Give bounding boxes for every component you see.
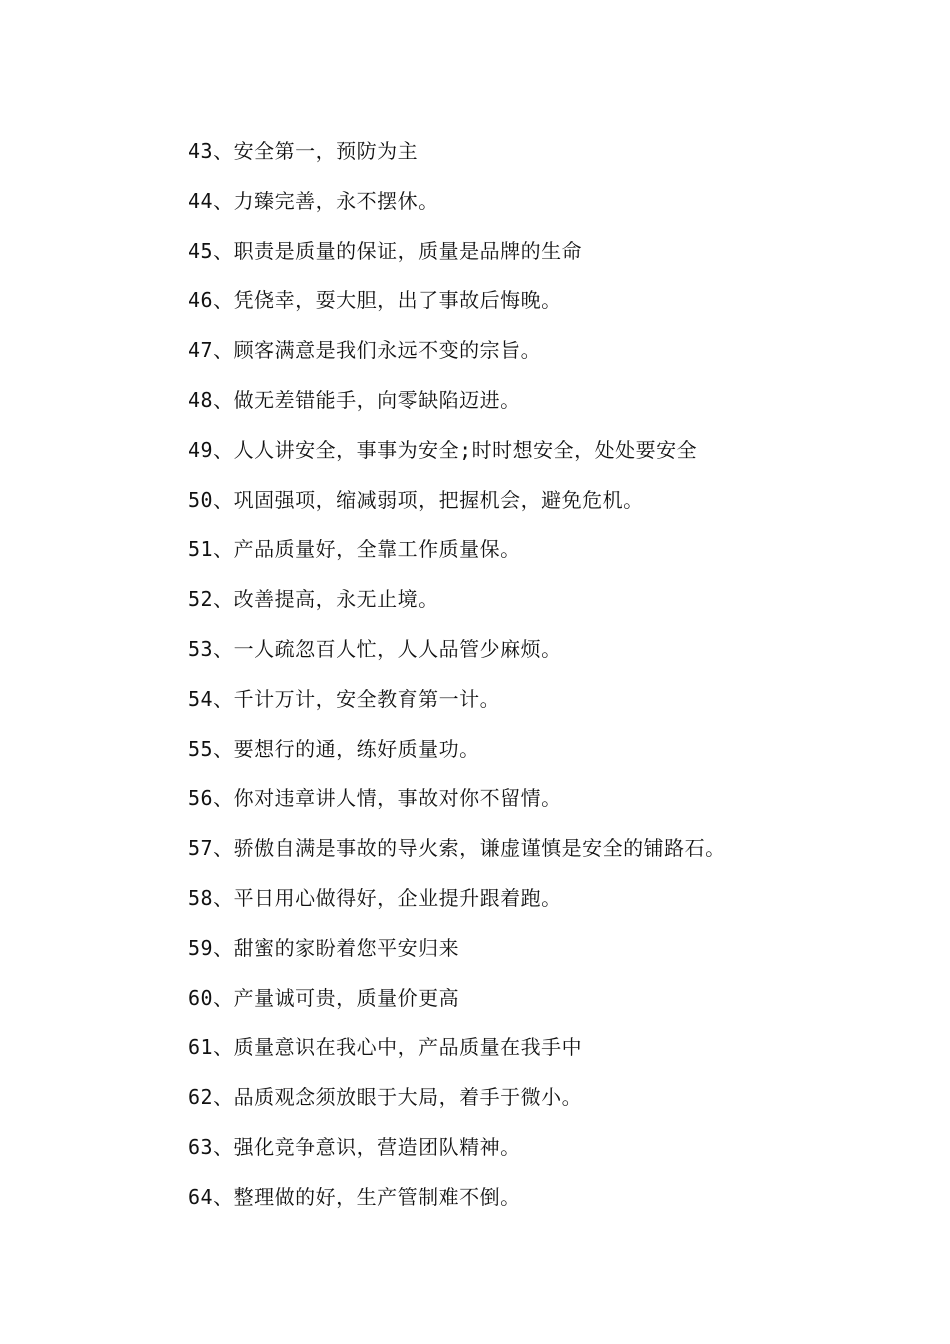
list-item: 44、力臻完善，永不摆休。 [188, 188, 439, 213]
list-item: 48、做无差错能手，向零缺陷迈进。 [188, 387, 521, 412]
list-item: 49、人人讲安全，事事为安全;时时想安全，处处要安全 [188, 437, 698, 462]
list-item: 63、强化竞争意识，营造团队精神。 [188, 1134, 521, 1159]
list-item: 58、平日用心做得好，企业提升跟着跑。 [188, 885, 562, 910]
list-item: 54、千计万计，安全教育第一计。 [188, 686, 501, 711]
list-item: 64、整理做的好，生产管制难不倒。 [188, 1184, 521, 1209]
list-item: 47、顾客满意是我们永远不变的宗旨。 [188, 338, 542, 363]
list-item: 50、巩固强项，缩减弱项，把握机会，避免危机。 [188, 487, 644, 512]
list-item: 45、职责是质量的保证，质量是品牌的生命 [188, 238, 583, 263]
list-item: 59、甜蜜的家盼着您平安归来 [188, 935, 460, 960]
list-item: 51、产品质量好，全靠工作质量保。 [188, 537, 521, 562]
slogan-list [188, 134, 928, 1230]
list-item: 56、你对违章讲人情，事故对你不留情。 [188, 786, 562, 811]
list-item: 60、产量诚可贵，质量价更高 [188, 985, 460, 1010]
list-item: 61、质量意识在我心中，产品质量在我手中 [188, 1035, 583, 1060]
list-item: 62、品质观念须放眼于大局，着手于微小。 [188, 1085, 583, 1110]
list-item: 53、一人疏忽百人忙，人人品管少麻烦。 [188, 636, 562, 661]
list-item: 46、凭侥幸，耍大胆，出了事故后悔晚。 [188, 288, 562, 313]
list-item: 52、改善提高，永无止境。 [188, 587, 439, 612]
list-item: 43、安全第一，预防为主 [188, 139, 419, 163]
list-item: 55、要想行的通，练好质量功。 [188, 736, 480, 761]
list-item: 57、骄傲自满是事故的导火索，谦虚谨慎是安全的铺路石。 [188, 836, 726, 861]
